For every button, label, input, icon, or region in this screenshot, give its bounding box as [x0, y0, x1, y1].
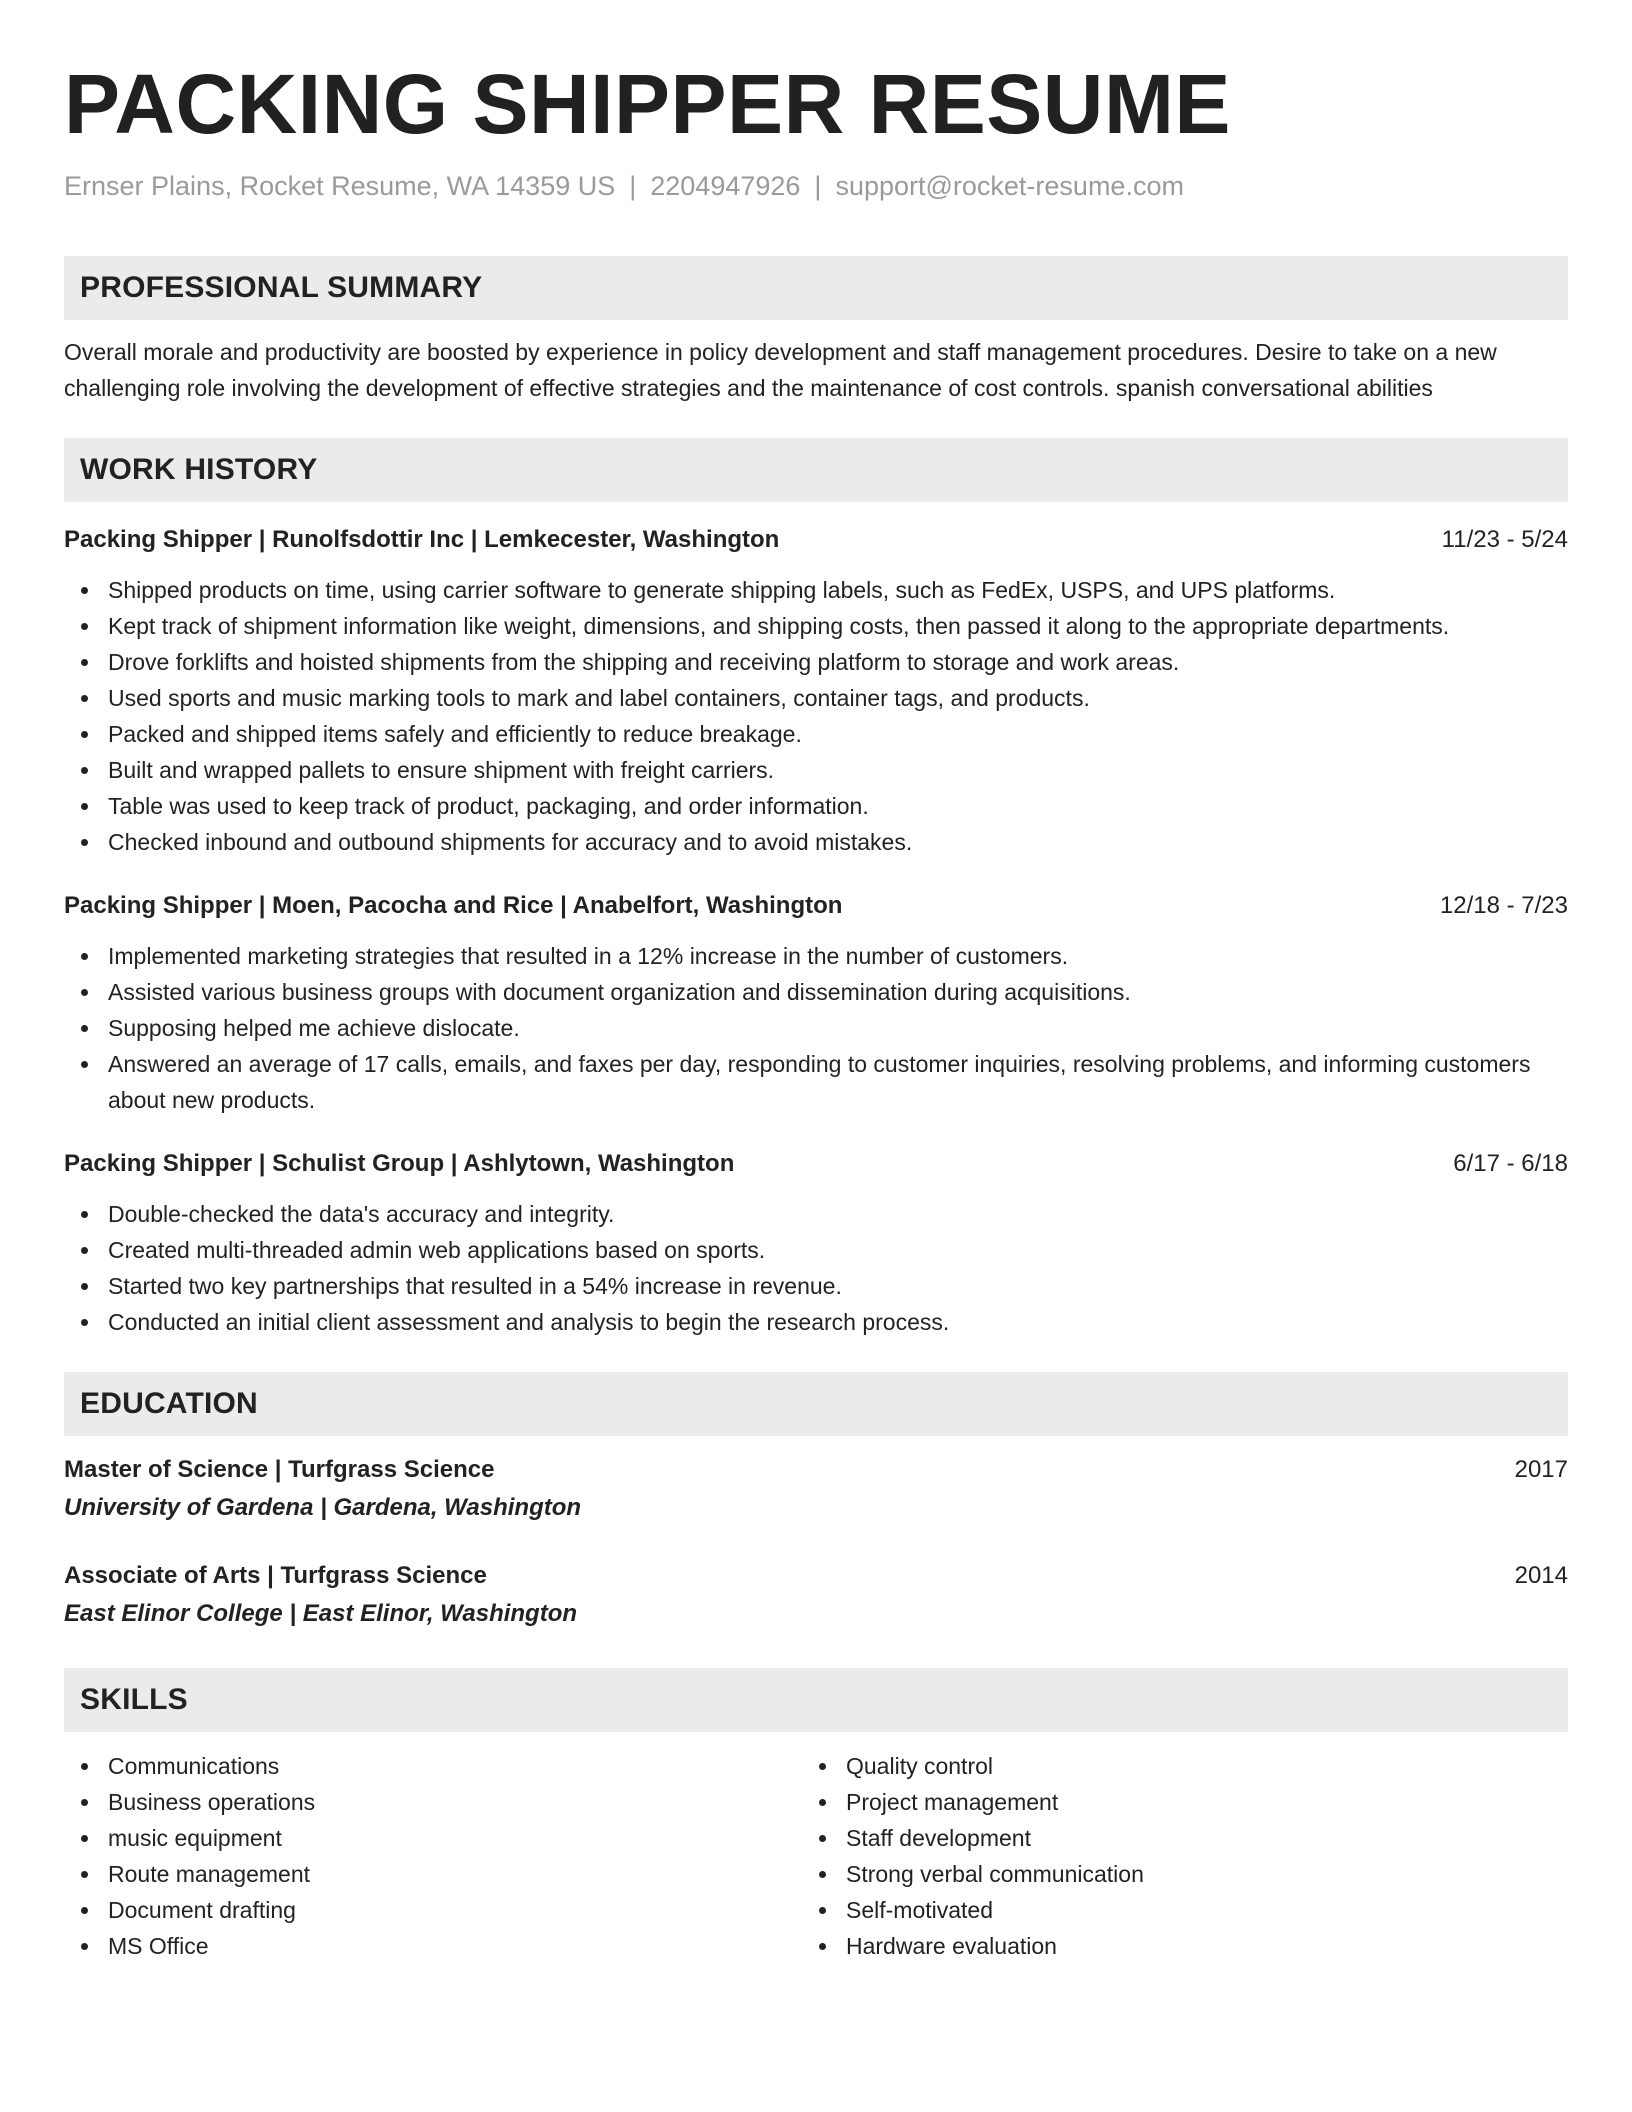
job-entry	[64, 1146, 1568, 1340]
skill-item: Project management	[846, 1784, 1540, 1820]
job-bullet: Built and wrapped pallets to ensure shipment with freight carriers.	[108, 752, 1568, 788]
skill-item: Self-motivated	[846, 1892, 1540, 1928]
degree-year: 2014	[1514, 1562, 1568, 1589]
contact-line	[64, 168, 1568, 204]
skill-item: Business operations	[108, 1784, 802, 1820]
skill-item: MS Office	[108, 1928, 802, 1964]
skill-item: music equipment	[108, 1820, 802, 1856]
skill-item: Staff development	[846, 1820, 1540, 1856]
contact-separator: |	[629, 171, 637, 201]
education-entry	[64, 1558, 1568, 1632]
job-bullet: Created multi-threaded admin web applications based on sports.	[108, 1232, 1568, 1268]
job-bullets	[64, 572, 1568, 860]
contact-address: Ernser Plains, Rocket Resume, WA 14359 US	[64, 171, 616, 201]
skill-item: Quality control	[846, 1748, 1540, 1784]
job-bullet: Kept track of shipment information like weight, dimensions, and shipping costs, then passed it along to the appropriate departments.	[108, 608, 1568, 644]
job-bullet: Shipped products on time, using carrier software to generate shipping labels, such as FedEx, USPS, and UPS platforms.	[108, 572, 1568, 608]
skills-list	[64, 1748, 1568, 1964]
skills-column-right	[802, 1748, 1540, 1964]
skill-item: Hardware evaluation	[846, 1928, 1540, 1964]
job-bullet: Drove forklifts and hoisted shipments from the shipping and receiving platform to storage and work areas.	[108, 644, 1568, 680]
job-bullet: Assisted various business groups with document organization and dissemination during acquisitions.	[108, 974, 1568, 1010]
job-bullet: Used sports and music marking tools to mark and label containers, container tags, and products.	[108, 680, 1568, 716]
skill-item: Route management	[108, 1856, 802, 1892]
summary-text: Overall morale and productivity are boosted by experience in policy development and staff management procedures. Desire to take on a new challenging role involving the development of effective strategies and the maintenance of cost controls. spanish conversational abilities	[64, 339, 1497, 401]
work-history-heading: WORK HISTORY	[64, 438, 1568, 502]
job-bullets	[64, 938, 1568, 1118]
skill-item: Communications	[108, 1748, 802, 1784]
job-title: Packing Shipper | Schulist Group | Ashlytown, Washington	[64, 1150, 735, 1177]
skill-item: Document drafting	[108, 1892, 802, 1928]
job-bullet: Checked inbound and outbound shipments for accuracy and to avoid mistakes.	[108, 824, 1568, 860]
job-bullets	[64, 1196, 1568, 1340]
summary-heading: PROFESSIONAL SUMMARY	[64, 256, 1568, 320]
contact-email: support@rocket-resume.com	[835, 171, 1184, 201]
skills-column-left	[64, 1748, 802, 1964]
degree-title: Associate of Arts | Turfgrass Science	[64, 1562, 487, 1589]
job-entry	[64, 522, 1568, 860]
school-name: University of Gardena | Gardena, Washington	[64, 1494, 582, 1521]
job-bullet: Answered an average of 17 calls, emails, and faxes per day, responding to customer inquiries, resolving problems, and informing customers about new products.	[108, 1046, 1568, 1118]
degree-year: 2017	[1514, 1456, 1568, 1483]
skills-heading: SKILLS	[64, 1668, 1568, 1732]
resume-title: PACKING SHIPPER RESUME	[64, 57, 1231, 151]
education-heading: EDUCATION	[64, 1372, 1568, 1436]
job-bullet: Double-checked the data's accuracy and integrity.	[108, 1196, 1568, 1232]
job-title: Packing Shipper | Moen, Pacocha and Rice | Anabelfort, Washington	[64, 892, 843, 919]
contact-phone: 2204947926	[650, 171, 801, 201]
job-bullet: Implemented marketing strategies that resulted in a 12% increase in the number of customers.	[108, 938, 1568, 974]
job-bullet: Packed and shipped items safely and efficiently to reduce breakage.	[108, 716, 1568, 752]
job-dates: 12/18 - 7/23	[1439, 892, 1568, 919]
job-entry	[64, 888, 1568, 1118]
education-entry	[64, 1452, 1568, 1526]
job-bullet: Started two key partnerships that resulted in a 54% increase in revenue.	[108, 1268, 1568, 1304]
skill-item: Strong verbal communication	[846, 1856, 1540, 1892]
job-dates: 6/17 - 6/18	[1453, 1150, 1568, 1177]
job-bullet: Conducted an initial client assessment and analysis to begin the research process.	[108, 1304, 1568, 1340]
job-dates: 11/23 - 5/24	[1441, 526, 1568, 553]
contact-separator: |	[814, 171, 822, 201]
job-bullet: Supposing helped me achieve dislocate.	[108, 1010, 1568, 1046]
school-name: East Elinor College | East Elinor, Washington	[64, 1600, 578, 1627]
job-title: Packing Shipper | Runolfsdottir Inc | Lemkecester, Washington	[64, 526, 780, 553]
job-bullet: Table was used to keep track of product, packaging, and order information.	[108, 788, 1568, 824]
degree-title: Master of Science | Turfgrass Science	[64, 1456, 495, 1483]
